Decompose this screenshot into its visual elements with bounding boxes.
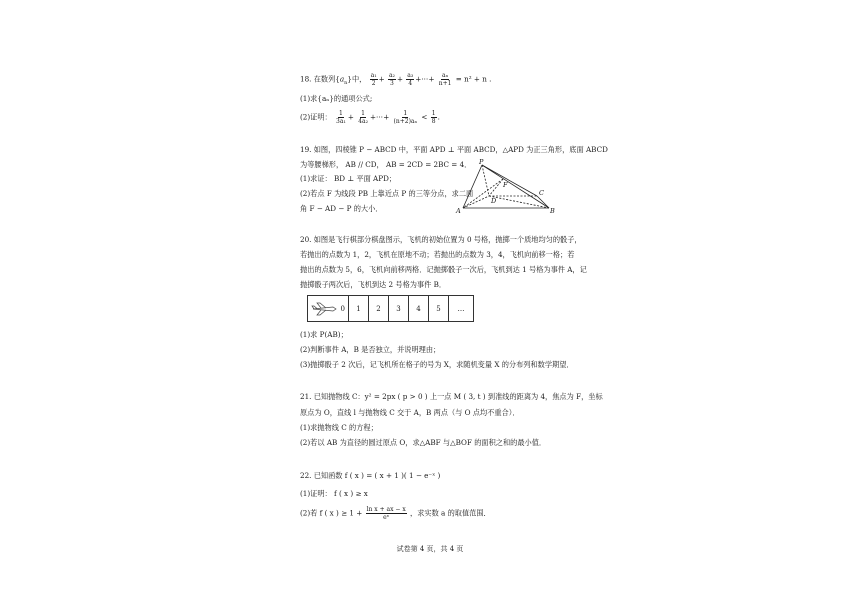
frac: $\frac{1}{\text{3a₁}}$	[336, 110, 346, 125]
frac: $\frac{1}{\text{(n+2)aₙ}}$	[393, 110, 418, 125]
edge-AD	[463, 196, 489, 208]
label-A: A	[456, 207, 461, 215]
q22-part1: (1)证明： f ( x ) ≥ x	[300, 489, 368, 498]
q20-part2: (2)判断事件 A，B 是否独立，并说明理由；	[300, 345, 441, 354]
q20-part1: (1)求 P(AB)；	[300, 330, 348, 339]
q19-line5: 角 F − AD − P 的大小．	[300, 204, 383, 213]
frac: $\frac{\text{a₁}}{2}$	[370, 72, 377, 87]
q18-stem: 18. 在数列$\{a_n\}$中， $\frac{\text{a₁}}{2}$ + $\frac{\text{a₂}}{3}$ + $\frac{\text{a₃}}{4}$ +⋯+ $\frac{\text{aₙ}}{n+1}$ = n² + n .	[300, 72, 492, 87]
q22-part2: (2)若 f ( x ) ≥ 1 + $\frac{\text{ln x + ax − x}}{\text{eˣ}}$ ，求实数 a 的取值范围．	[300, 506, 491, 521]
label-P: P	[479, 158, 484, 166]
q20-part3: (3)抛掷骰子 2 次后，记飞机所在格子的号为 X，求随机变量 X 的分布列和数学期望．	[300, 360, 574, 369]
board-cell-3: 3	[388, 296, 408, 321]
frac: $\frac{\text{ln x + ax − x}}{\text{eˣ}}$	[366, 506, 406, 521]
pyramid-figure	[455, 158, 559, 216]
label-F: F	[503, 181, 508, 189]
q21-line2: 原点为 O，直线 l 与抛物线 C 交于 A，B 两点（与 O 点均不重合）．	[300, 408, 520, 417]
label-B: B	[550, 207, 555, 215]
frac: $\frac{1}{8}$	[431, 110, 436, 125]
q22-line1: 22. 已知函数 f ( x ) = ( x + 1 )( 1 − e⁻ˣ )	[300, 471, 441, 480]
frac: $\frac{\text{aₙ}}{n+1}$	[438, 72, 452, 87]
q19-line1: 19. 如图，四棱锥 P − ABCD 中，平面 APD ⊥ 平面 ABCD，△APD 为正三角形，底面 ABCD	[300, 145, 608, 154]
q20-line4: 抛掷骰子两次后，飞机到达 2 号格为事件 B．	[300, 280, 447, 289]
flight-chess-board	[307, 295, 474, 322]
q18-part2: (2)证明： $\frac{1}{\text{3a₁}}$ + $\frac{1}{\text{4a₂}}$ +⋯+ $\frac{1}{\text{(n+2)aₙ}}$ < $\frac{1}{8}$ .	[300, 110, 440, 125]
board-cell-1: 1	[348, 296, 368, 321]
board-cell-ellipsis: …	[448, 296, 473, 321]
frac: $\frac{\text{a₂}}{3}$	[388, 72, 395, 87]
q19-line4: (2)若点 F 为线段 PB 上靠近点 P 的三等分点，求二面	[300, 189, 474, 198]
edge-PC	[482, 165, 537, 196]
q20-line2: 若抛出的点数为 1，2，飞机在原地不动；若抛出的点数为 3，4，飞机向前移一格；若	[300, 250, 575, 259]
board-cell-4: 4	[408, 296, 428, 321]
q20-line3: 抛出的点数为 5，6，飞机向前移两格．记抛掷骰子一次后，飞机到达 1 号格为事件 A，记	[300, 265, 587, 274]
label-C: C	[539, 189, 544, 197]
q18-part1: (1)求{aₙ}的通项公式;	[300, 94, 373, 103]
q19-line2: 为等腰梯形， AB // CD， AB = 2CD = 2BC = 4．	[300, 160, 472, 169]
edge-PA	[463, 165, 482, 208]
q21-part1: (1)求抛物线 C 的方程；	[300, 423, 378, 432]
frac: $\frac{\text{a₃}}{4}$	[407, 72, 414, 87]
board-cell-2: 2	[368, 296, 388, 321]
frac: $\frac{1}{\text{4a₂}}$	[358, 110, 368, 125]
q19-line3: (1)求证： BD ⊥ 平面 APD；	[300, 174, 397, 183]
q20-line1: 20. 如图是飞行棋部分棋盘图示，飞机的初始位置为 0 号格，抛掷一个质地均匀的骰子，	[300, 235, 582, 244]
board-cell-0: 0	[308, 296, 348, 321]
page-footer: 试卷第 4 页，共 4 页	[396, 545, 464, 553]
board-cell-5: 5	[428, 296, 448, 321]
q21-line1: 21. 已知抛物线 C：y² = 2px ( p > 0 ) 上一点 M ( 3, t ) 到准线的距离为 4，焦点为 F，坐标	[300, 392, 603, 401]
label-D: D	[491, 197, 497, 205]
q21-part2: (2)若以 AB 为直径的圆过原点 O，求△ABF 与△BOF 的面积之和的最小值．	[300, 438, 547, 447]
airplane-icon	[311, 302, 337, 316]
